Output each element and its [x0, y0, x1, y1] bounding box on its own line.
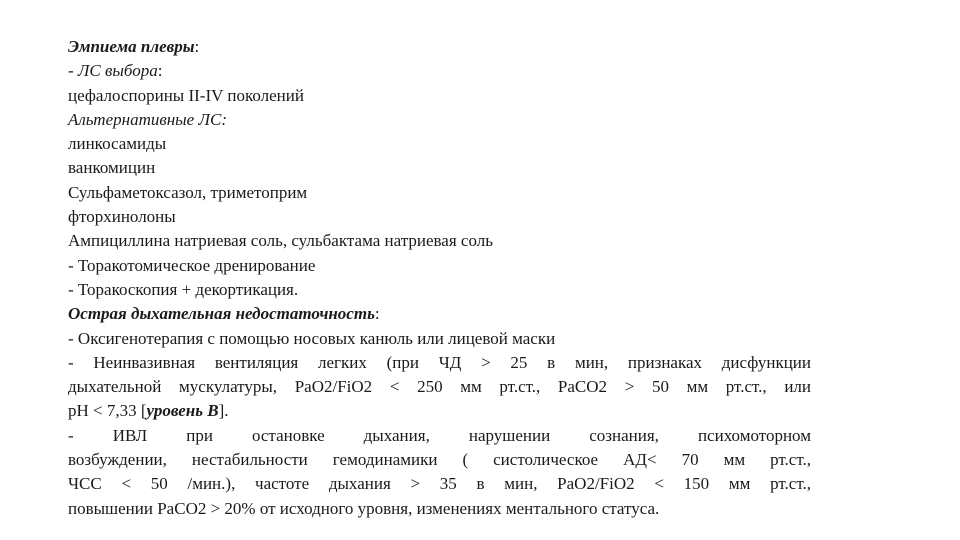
niv-line: - Неинвазивная вентиляция легких (при ЧД > 25 в мин, признаках дисфункции — [68, 352, 811, 372]
empyema-heading-colon: : — [194, 37, 200, 56]
first-choice-item: цефалоспорины II-IV поколений — [68, 85, 304, 105]
respiratory-failure-heading-line — [68, 302, 811, 326]
alternative-label: Альтернативные ЛС: — [68, 109, 227, 129]
alternative-item: линкосамиды — [68, 134, 167, 154]
alternative-item: ванкомицин — [68, 158, 156, 178]
respiratory-failure-heading-colon: : — [374, 304, 380, 324]
alternative-item: фторхинолоны — [68, 207, 176, 227]
first-choice-prefix: - — [68, 61, 78, 81]
respiratory-failure-heading: Острая дыхательная недостаточность — [68, 304, 375, 324]
procedure-item: - Торакотомическое дренирование — [68, 255, 316, 275]
ivl-line: возбуждении, нестабильности гемодинамики ( систолическое АД< 70 мм рт.ст., — [68, 450, 811, 470]
ivl-line: ЧСС < 50 /мин.), частоте дыхания > 35 в мин, PaO2/FiO2 < 150 мм рт.ст., — [68, 474, 811, 494]
first-choice-label: ЛС выбора — [77, 61, 158, 81]
alternative-item: Ампициллина натриевая соль, сульбактама натриевая соль — [68, 231, 493, 251]
niv-last-suffix: ]. — [218, 401, 229, 421]
first-choice-line — [68, 59, 811, 83]
evidence-level: уровень В — [146, 401, 219, 421]
empyema-heading-line — [68, 35, 811, 59]
procedure-item: - Торакоскопия + декортикация. — [68, 279, 299, 299]
ivl-line: - ИВЛ при остановке дыхания, нарушении сознания, психомоторном — [68, 425, 811, 445]
oxygen-therapy-item: - Оксигенотерапия с помощью носовых канюль или лицевой маски — [68, 328, 556, 348]
niv-line: дыхательной мускулатуры, PaO2/FiO2 < 250 мм рт.ст., PaCO2 > 50 мм рт.ст., или — [68, 377, 811, 397]
niv-last-prefix: pH < 7,33 [ — [68, 401, 147, 421]
niv-last-line — [68, 399, 811, 423]
alternative-item: Сульфаметоксазол, триметоприм — [68, 182, 308, 202]
empyema-heading: Эмпиема плевры — [68, 37, 195, 56]
ivl-last-line: повышении PaCO2 > 20% от исходного уровня, изменениях ментального статуса. — [68, 498, 660, 518]
first-choice-colon: : — [157, 61, 163, 81]
document-body — [68, 35, 811, 521]
